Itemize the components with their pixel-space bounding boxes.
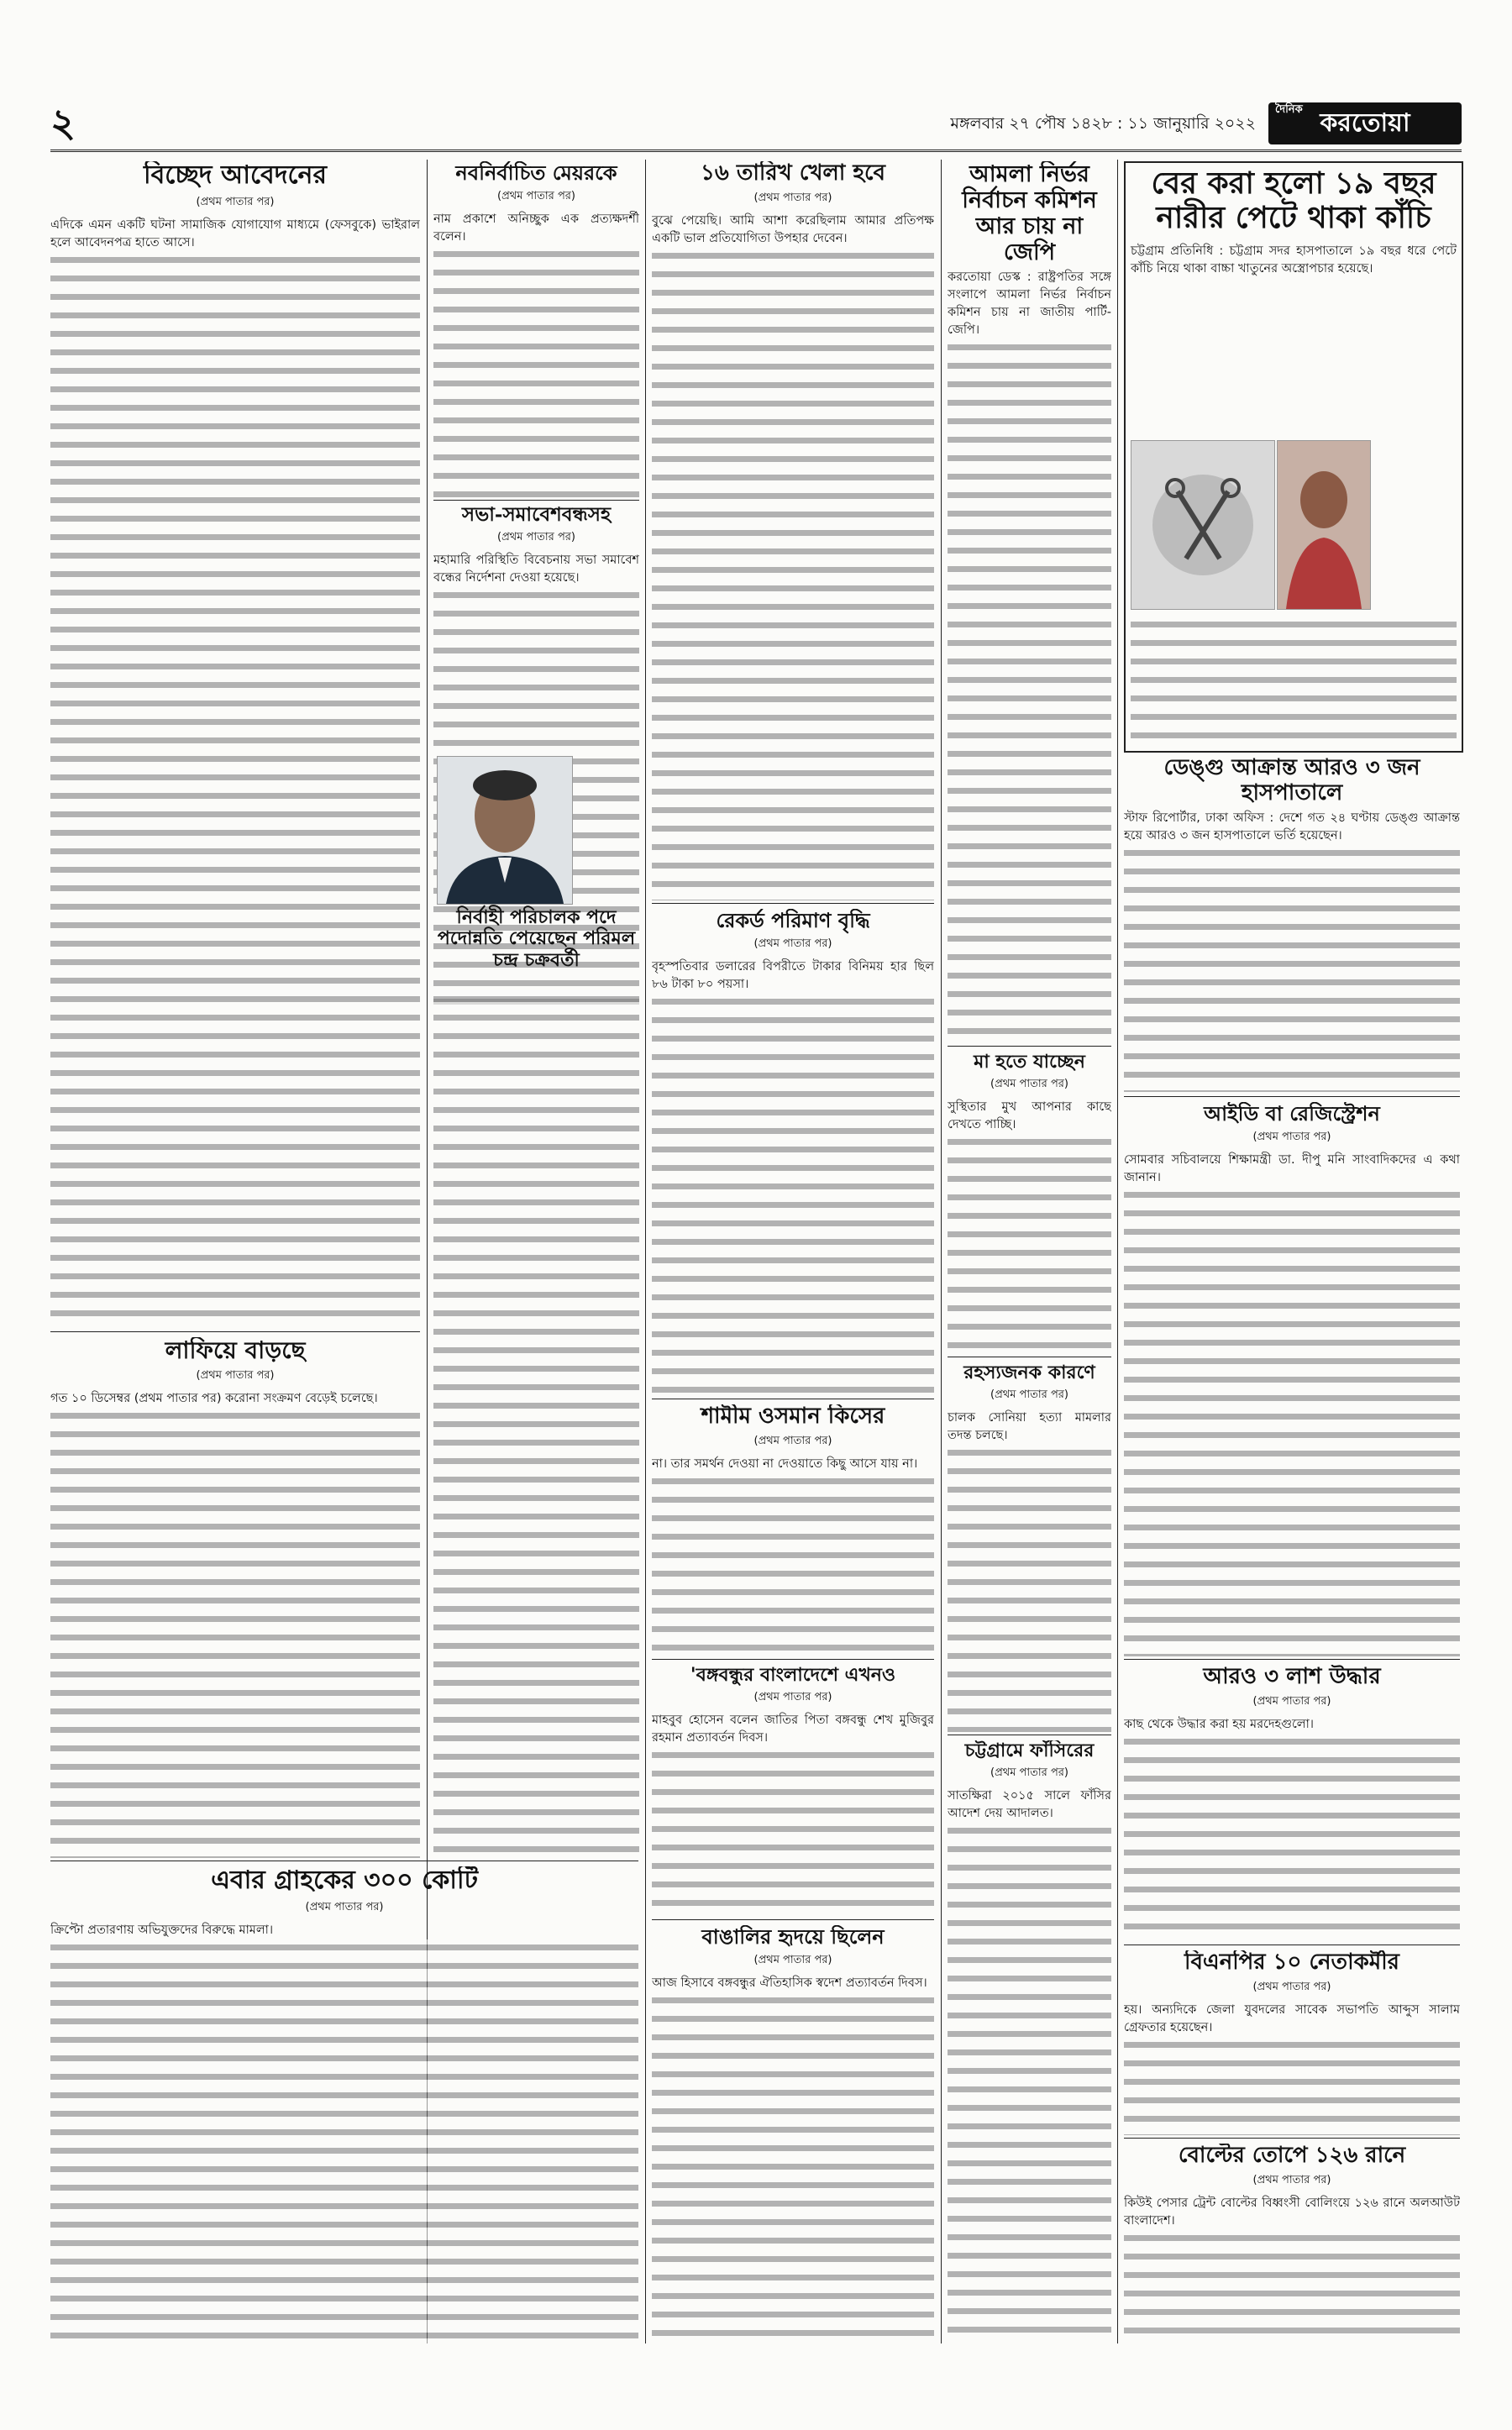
- divider: [50, 1331, 420, 1332]
- article-id-card: [1124, 1102, 1460, 1656]
- headline: শামীম ওসমান কিসের: [701, 1404, 885, 1429]
- masthead-title: করতোয়া: [1320, 108, 1410, 138]
- continued-label: (প্রথম পাতার পর): [497, 189, 575, 202]
- article-body-text: [652, 1473, 934, 1656]
- article-body-text: [50, 252, 420, 1329]
- article-body-text: [948, 1823, 1111, 2345]
- patient-photo: [1277, 440, 1371, 610]
- article-body-text: [652, 1992, 934, 2345]
- headline: বাঙালির হৃদয়ে ছিলেন: [701, 1925, 885, 1949]
- divider: [1124, 1096, 1460, 1097]
- headline: আরও ৩ লাশ উদ্ধার: [1203, 1665, 1381, 1689]
- article-poriml-body: [433, 991, 639, 1856]
- continued-label: (প্রথম পাতার পর): [1252, 2173, 1331, 2186]
- article-dengue: [1124, 756, 1460, 1092]
- article-body-text: [1124, 1734, 1460, 1942]
- headline: বোল্টের তোপে ১২৬ রানে: [1178, 2144, 1406, 2168]
- continued-label: (প্রথম পাতার পর): [196, 195, 275, 208]
- article-bnp: [1124, 1950, 1460, 2135]
- article-chottogram: [948, 1740, 1111, 2345]
- article-lead: বুঝে পেয়েছি। আমি আশা করেছিলাম আমার প্রতিপক্ষ একটি ভাল প্রতিযোগিতা উপহার দেবেন।: [652, 213, 934, 245]
- divider: [652, 1659, 934, 1660]
- article-rohossyo: [948, 1362, 1111, 1732]
- continued-label: (প্রথম পাতার পর): [1252, 1694, 1331, 1708]
- article-body-text: [1124, 2230, 1460, 2345]
- article-body-text: [948, 339, 1111, 1043]
- article-lead: গত ১০ ডিসেম্বর (প্রথম পাতার পর) করোনা সংক্রমণ বেড়েই চলেছে।: [50, 1392, 378, 1406]
- article-ebar-grahok: [50, 1866, 638, 2345]
- column-rule: [941, 160, 942, 2343]
- article-arro-tin: [1124, 1665, 1460, 1942]
- photo-caption: নির্বাহী পরিচালক পদে পদোন্নতি পেয়েছেন পরিমল চন্দ্র চক্রবর্তী: [437, 906, 636, 971]
- article-bongobondhu: [652, 1665, 934, 1917]
- article-lead: মাহবুব হোসেন বলেন জাতির পিতা বঙ্গবন্ধু শেখ মুজিবুর রহমান প্রত্যাবর্তন দিবস।: [652, 1714, 934, 1745]
- continued-label: (প্রথম পাতার পর): [753, 1434, 832, 1447]
- divider: [652, 1919, 934, 1920]
- headline: এবার গ্রাহকের ৩০০ কোটি: [211, 1866, 478, 1895]
- article-lead: নাম প্রকাশে অনিচ্ছুক এক প্রত্যক্ষদর্শী বলেন।: [433, 212, 639, 244]
- article-lead: সুস্থিতার মুখ আপনার কাছে দেখতে পাচ্ছি।: [948, 1100, 1111, 1132]
- article-body-text: [1124, 1187, 1460, 1656]
- headline: 'বঙ্গবন্ধুর বাংলাদেশে এখনও: [690, 1665, 896, 1686]
- continued-label: (প্রথম পাতার পর): [1252, 1130, 1331, 1143]
- continued-label: (প্রথম পাতার পর): [753, 1691, 832, 1704]
- xray-photo: [1131, 440, 1275, 610]
- headline: চট্টগ্রামে ফাঁসিরের: [964, 1740, 1095, 1761]
- divider: [433, 500, 639, 501]
- divider: [652, 903, 934, 904]
- article-lead: না। তার সমর্থন দেওয়া না দেওয়াতে কিছু আসে যায় না।: [652, 1456, 918, 1471]
- headline: আইডি বা রেজিস্ট্রেশন: [1204, 1102, 1380, 1126]
- article-body-text: [1131, 617, 1457, 743]
- column-rule: [645, 160, 646, 2343]
- article-body-text: [50, 1939, 638, 2345]
- article-ma-hote: [948, 1052, 1111, 1354]
- article-bowler: [1124, 2144, 1460, 2345]
- article-lead: সোমবার সচিবালয়ে শিক্ষামন্ত্রী ডা. দীপু মনি সাংবাদিকদের এ কথা জানান।: [1124, 1152, 1460, 1184]
- article-body-text: [50, 1408, 420, 1858]
- dateline: মঙ্গলবার ২৭ পৌষ ১৪২৮ : ১১ জানুয়ারি ২০২২: [950, 114, 1256, 133]
- article-lead: কিউই পেসার ট্রেন্ট বোল্টের বিধ্বংসী বোলিংয়ে ১২৬ রানে অলআউট বাংলাদেশ।: [1124, 2196, 1460, 2228]
- article-lead: মহামারি পরিস্থিতি বিবেচনায় সভা সমাবেশ বন্ধের নির্দেশনা দেওয়া হয়েছে।: [433, 554, 639, 585]
- article-lead: চালক সোনিয়া হত্যা মামলার তদন্ত চলছে।: [948, 1411, 1111, 1443]
- article-lead: কাছ থেকে উদ্ধার করা হয় মরদেহগুলো।: [1124, 1717, 1314, 1731]
- article-body-text: [948, 1134, 1111, 1354]
- article-lead: ক্রিপ্টো প্রতারণায় অভিযুক্তদের বিরুদ্ধে মামলা।: [50, 1923, 274, 1937]
- article-ber-kora: [1124, 161, 1463, 753]
- article-body-text: [652, 1747, 934, 1917]
- headline: লাফিয়ে বাড়ছে: [165, 1337, 306, 1364]
- article-body-text: [433, 991, 639, 1856]
- continued-label: (প্রথম পাতার পর): [196, 1369, 275, 1383]
- headline: রহস্যজনক কারণে: [963, 1362, 1095, 1383]
- continued-label: (প্রথম পাতার পর): [1252, 1980, 1331, 1993]
- headline: বিচ্ছেদ আবেদনের: [144, 161, 327, 190]
- article-body-text: [652, 248, 934, 900]
- headline: নবনির্বাচিত মেয়রকে: [455, 161, 617, 185]
- article-body-text: [652, 994, 934, 1396]
- article-body-text: [1124, 2037, 1460, 2135]
- column-rule: [1117, 160, 1118, 2343]
- continued-label: (প্রথম পাতার পর): [305, 1900, 384, 1913]
- article-record: [652, 909, 934, 1396]
- page-number: ২: [50, 100, 76, 145]
- headline: সভা-সমাবেশবন্ধসহ: [461, 504, 612, 526]
- headline: বিএনপির ১০ নেতাকর্মীর: [1184, 1950, 1399, 1975]
- article-body-text: [948, 1445, 1111, 1732]
- article-lead: করতোয়া ডেস্ক : রাষ্ট্রপতির সঙ্গে সংলাপে আমলা নির্ভর নির্বাচন কমিশন চায় না জাতীয় পার্টি-জেপি।: [948, 270, 1111, 338]
- article-shamim: [652, 1404, 934, 1656]
- headline: মা হতে যাচ্ছেন: [974, 1052, 1085, 1073]
- article-lead: বৃহস্পতিবার ডলারের বিপরীতে টাকার বিনিময় হার ছিল ৮৬ টাকা ৮০ পয়সা।: [652, 959, 934, 991]
- masthead-logo: [1268, 102, 1462, 144]
- continued-label: (প্রথম পাতার পর): [753, 1953, 832, 1966]
- continued-label: (প্রথম পাতার পর): [497, 531, 575, 544]
- headline: আমলা নির্ভর নির্বাচন কমিশন আর চায় না জেপি: [962, 161, 1097, 266]
- article-lead: হয়। অন্যদিকে জেলা যুবদলের সাবেক সভাপতি আব্দুস সালাম গ্রেফতার হয়েছেন।: [1124, 2002, 1460, 2034]
- article-laphiye: [50, 1337, 420, 1858]
- article-sholo-tarikh: [652, 161, 934, 900]
- continued-label: (প্রথম পাতার পর): [753, 191, 832, 204]
- headline: রেকর্ড পরিমাণ বৃদ্ধি: [716, 909, 870, 932]
- divider: [948, 1046, 1111, 1047]
- article-bangalir: [652, 1925, 934, 2345]
- article-lead: চট্টগ্রাম প্রতিনিধি : চট্টগ্রাম সদর হাসপাতালে ১৯ বছর ধরে পেটে কাঁচি নিয়ে থাকা বাচ্চা খাতুনের অস্ত্রোপচার হয়েছে।: [1131, 244, 1457, 276]
- page-header: [50, 99, 1462, 152]
- continued-label: (প্রথম পাতার পর): [753, 937, 832, 950]
- masthead-small: দৈনিক: [1275, 103, 1303, 116]
- article-nobonirbachito: [433, 161, 639, 497]
- article-lead: স্টাফ রিপোর্টার, ঢাকা অফিস : দেশে গত ২৪ ঘণ্টায় ডেঙ্গু আক্রান্ত হয়ে আরও ৩ জন হাসপাতালে ভর্তি হয়েছেন।: [1124, 811, 1460, 842]
- continued-label: (প্রথম পাতার পর): [990, 1078, 1068, 1091]
- article-lead: এদিকে এমন একটি ঘটনা সামাজিক যোগাযোগ মাধ্যমে (ফেসবুকে) ভাইরাল হলে আবেদনপত্র হাতে আসে।: [50, 218, 420, 249]
- continued-label: (প্রথম পাতার পর): [990, 1766, 1068, 1780]
- article-bichchhed: [50, 161, 420, 1329]
- article-lead: সাতক্ষিরা ২০১৫ সালে ফাঁসির আদেশ দেয় আদালত।: [948, 1789, 1111, 1821]
- article-body-text: [433, 246, 639, 497]
- headline: বের করা হলো ১৯ বছর নারীর পেটে থাকা কাঁচি: [1151, 165, 1436, 236]
- article-lead: আজ হিসাবে বঙ্গবন্ধুর ঐতিহাসিক স্বদেশ প্রত্যাবর্তন দিবস।: [652, 1976, 927, 1990]
- divider: [1124, 1659, 1460, 1660]
- headline: ডেঙ্গু আক্রান্ত আরও ৩ জন হাসপাতালে: [1163, 756, 1420, 806]
- article-amla: [948, 161, 1111, 1043]
- divider: [1124, 2138, 1460, 2139]
- article-body-text: [1124, 845, 1460, 1092]
- continued-label: (প্রথম পাতার পর): [990, 1388, 1068, 1402]
- portrait-photo: [437, 756, 573, 905]
- headline: ১৬ তারিখ খেলা হবে: [701, 161, 885, 186]
